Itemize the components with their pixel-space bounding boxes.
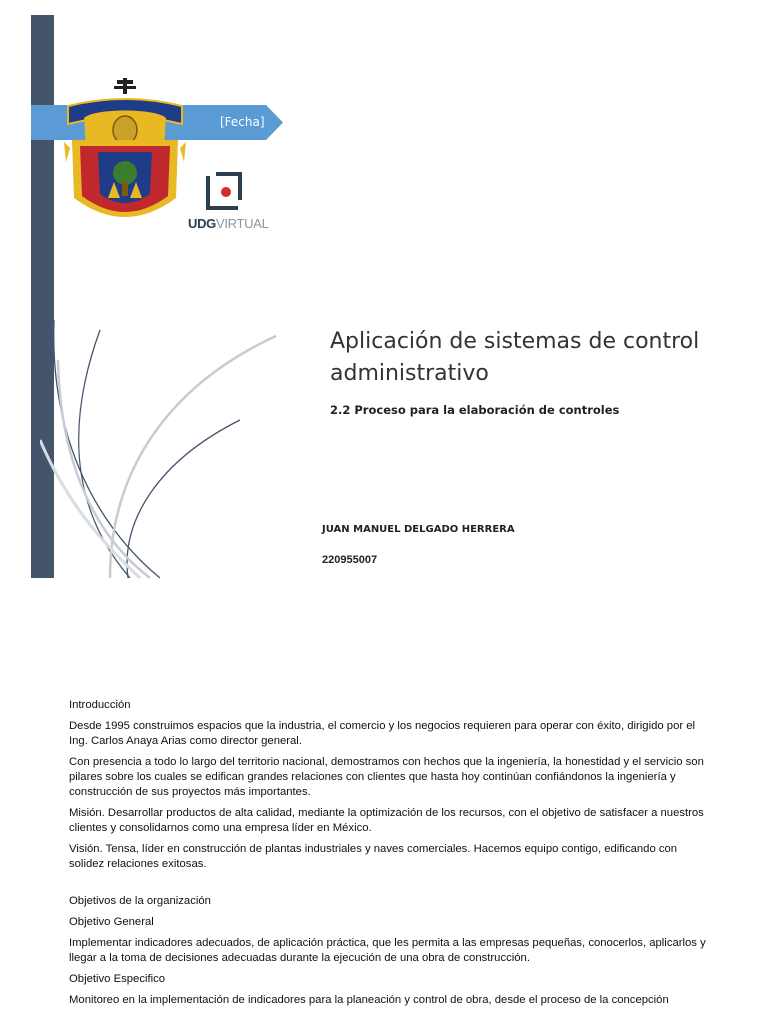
paragraph-vision: Visión. Tensa, líder en construcción de plantas industriales y naves comerciales. Hacemos equipo contigo, edificando con solidez relaciones exitosas. xyxy=(69,843,678,870)
logo-bold-text: UDG xyxy=(188,216,216,231)
university-crest-icon xyxy=(64,78,186,236)
paragraph-specific-objective: Monitoreo en la implementación de indicadores para la planeación y control de obra, desde el proceso de la concepción xyxy=(69,994,669,1006)
document-body xyxy=(69,698,709,1014)
document-title: Aplicación de sistemas de control administrativo xyxy=(330,329,700,386)
paragraph-general-objective: Implementar indicadores adecuados, de aplicación práctica, que les permita a las empresas pequeñas, conocerlos, aplicarlos y llegar a la toma de decisiones adecuadas durante la ejecución de una obra de construcción. xyxy=(69,937,706,964)
objectives-heading: Objetivos de la organización xyxy=(69,895,211,907)
author-name: JUAN MANUEL DELGADO HERRERA xyxy=(322,524,515,535)
specific-objective-heading: Objetivo Especifico xyxy=(69,973,166,985)
paragraph-history: Desde 1995 construimos espacios que la industria, el comercio y los negocios requieren para operar con éxito, dirigido por el Ing. Carlos Anaya Arias como director general. xyxy=(69,720,696,747)
document-subtitle: 2.2 Proceso para la elaboración de controles xyxy=(330,403,620,417)
intro-heading: Introducción xyxy=(69,699,131,711)
date-placeholder: [Fecha] xyxy=(220,115,265,129)
paragraph-presence: Con presencia a todo lo largo del territorio nacional, demostramos con hechos que la ingeniería, la honestidad y el servicio son pilares sobre los cuales se edifican grandes relaciones con clientes que hasta hoy continúan confiándonos la ingeniería y construcción de sus proyectos más importantes. xyxy=(69,756,704,798)
student-id: 220955007 xyxy=(322,554,378,566)
udg-virtual-wordmark xyxy=(188,216,269,231)
decorative-curves xyxy=(40,320,300,580)
paragraph-mission: Misión. Desarrollar productos de alta calidad, mediante la optimización de los recursos, con el objetivo de satisfacer a nuestros clientes y consolidarnos como una empresa líder en México. xyxy=(69,807,704,834)
general-objective-heading: Objetivo General xyxy=(69,916,154,928)
logo-light-text: VIRTUAL xyxy=(216,216,269,231)
